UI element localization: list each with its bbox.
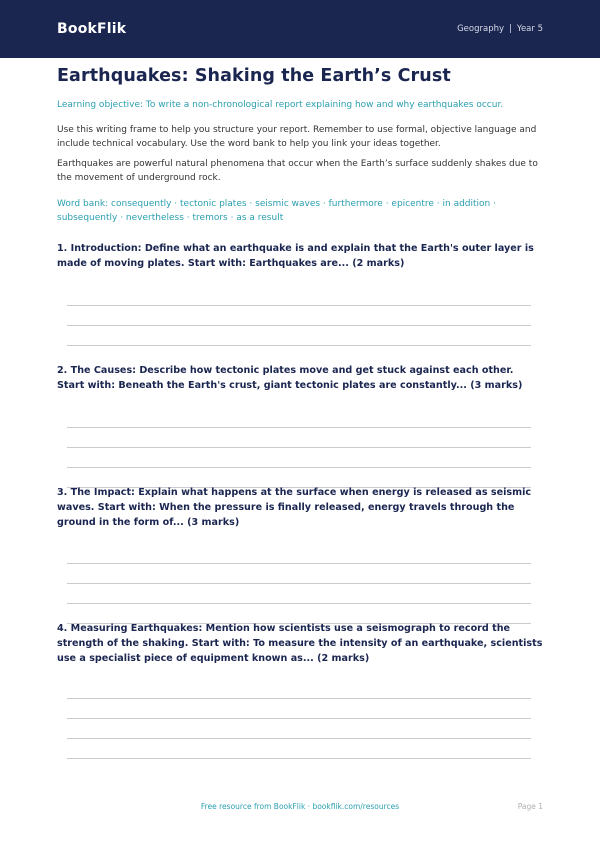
- question-2: 2. The Causes: Describe how tectonic plates move and get stuck against each other. Start with: Beneath the Earth's crust, giant tectonic plates are constantly... (3 marks): [57, 365, 523, 391]
- question-1: 1. Introduction: Define what an earthquake is and explain that the Earth's outer layer is made of moving plates. Start with: Earthquakes are... (2 marks): [57, 243, 534, 269]
- answer-line[interactable]: [67, 345, 531, 346]
- learning-objective: Learning objective: To write a non-chronological report explaining how and why earthquakes occur.: [57, 100, 504, 110]
- page-footer: [0, 802, 600, 814]
- word-bank: Word bank: consequently · tectonic plates · seismic waves · furthermore · epicentre · in addition · subsequently · nevertheless · tremors · as a result: [57, 199, 496, 223]
- answer-line[interactable]: [67, 467, 531, 468]
- subject-label: Geography: [457, 24, 505, 34]
- answer-line[interactable]: [67, 583, 531, 584]
- answer-line[interactable]: [67, 718, 531, 719]
- page-number: Page 1: [517, 802, 543, 811]
- answer-line[interactable]: [67, 447, 531, 448]
- answer-line[interactable]: [67, 305, 531, 306]
- question-4: 4. Measuring Earthquakes: Mention how scientists use a seismograph to record the strength of the shaking. Start with: To measure the intensity of an earthquake, scientists use a specialist piece of equipment known as... (2 marks): [57, 623, 543, 664]
- footer-link[interactable]: Free resource from BookFlik · bookflik.com/resources: [200, 802, 400, 811]
- intro-paragraph: Use this writing frame to help you structure your report. Remember to use formal, objective language and include technical vocabulary. Use the word bank to help you link your ideas together.: [57, 125, 537, 149]
- answer-line[interactable]: [67, 738, 531, 739]
- answer-line[interactable]: [67, 698, 531, 699]
- answer-line[interactable]: [67, 563, 531, 564]
- brand-logo[interactable]: BookFlik: [57, 21, 127, 37]
- page-header: [0, 0, 600, 58]
- year-label: Year 5: [516, 24, 543, 34]
- question-3: 3. The Impact: Explain what happens at the surface when energy is released as seismic waves. Start with: When the pressure is finally released, energy travels through the ground in the form of... (3 marks): [57, 487, 532, 528]
- answer-line[interactable]: [67, 758, 531, 759]
- meta-separator: |: [509, 24, 512, 34]
- answer-line[interactable]: [67, 603, 531, 604]
- intro-paragraph: Earthquakes are powerful natural phenomena that occur when the Earth’s surface suddenly shakes due to the movement of underground rock.: [57, 159, 538, 183]
- answer-line[interactable]: [67, 427, 531, 428]
- page-title: Earthquakes: Shaking the Earth’s Crust: [57, 66, 451, 86]
- header-meta: [457, 24, 543, 34]
- answer-line[interactable]: [67, 325, 531, 326]
